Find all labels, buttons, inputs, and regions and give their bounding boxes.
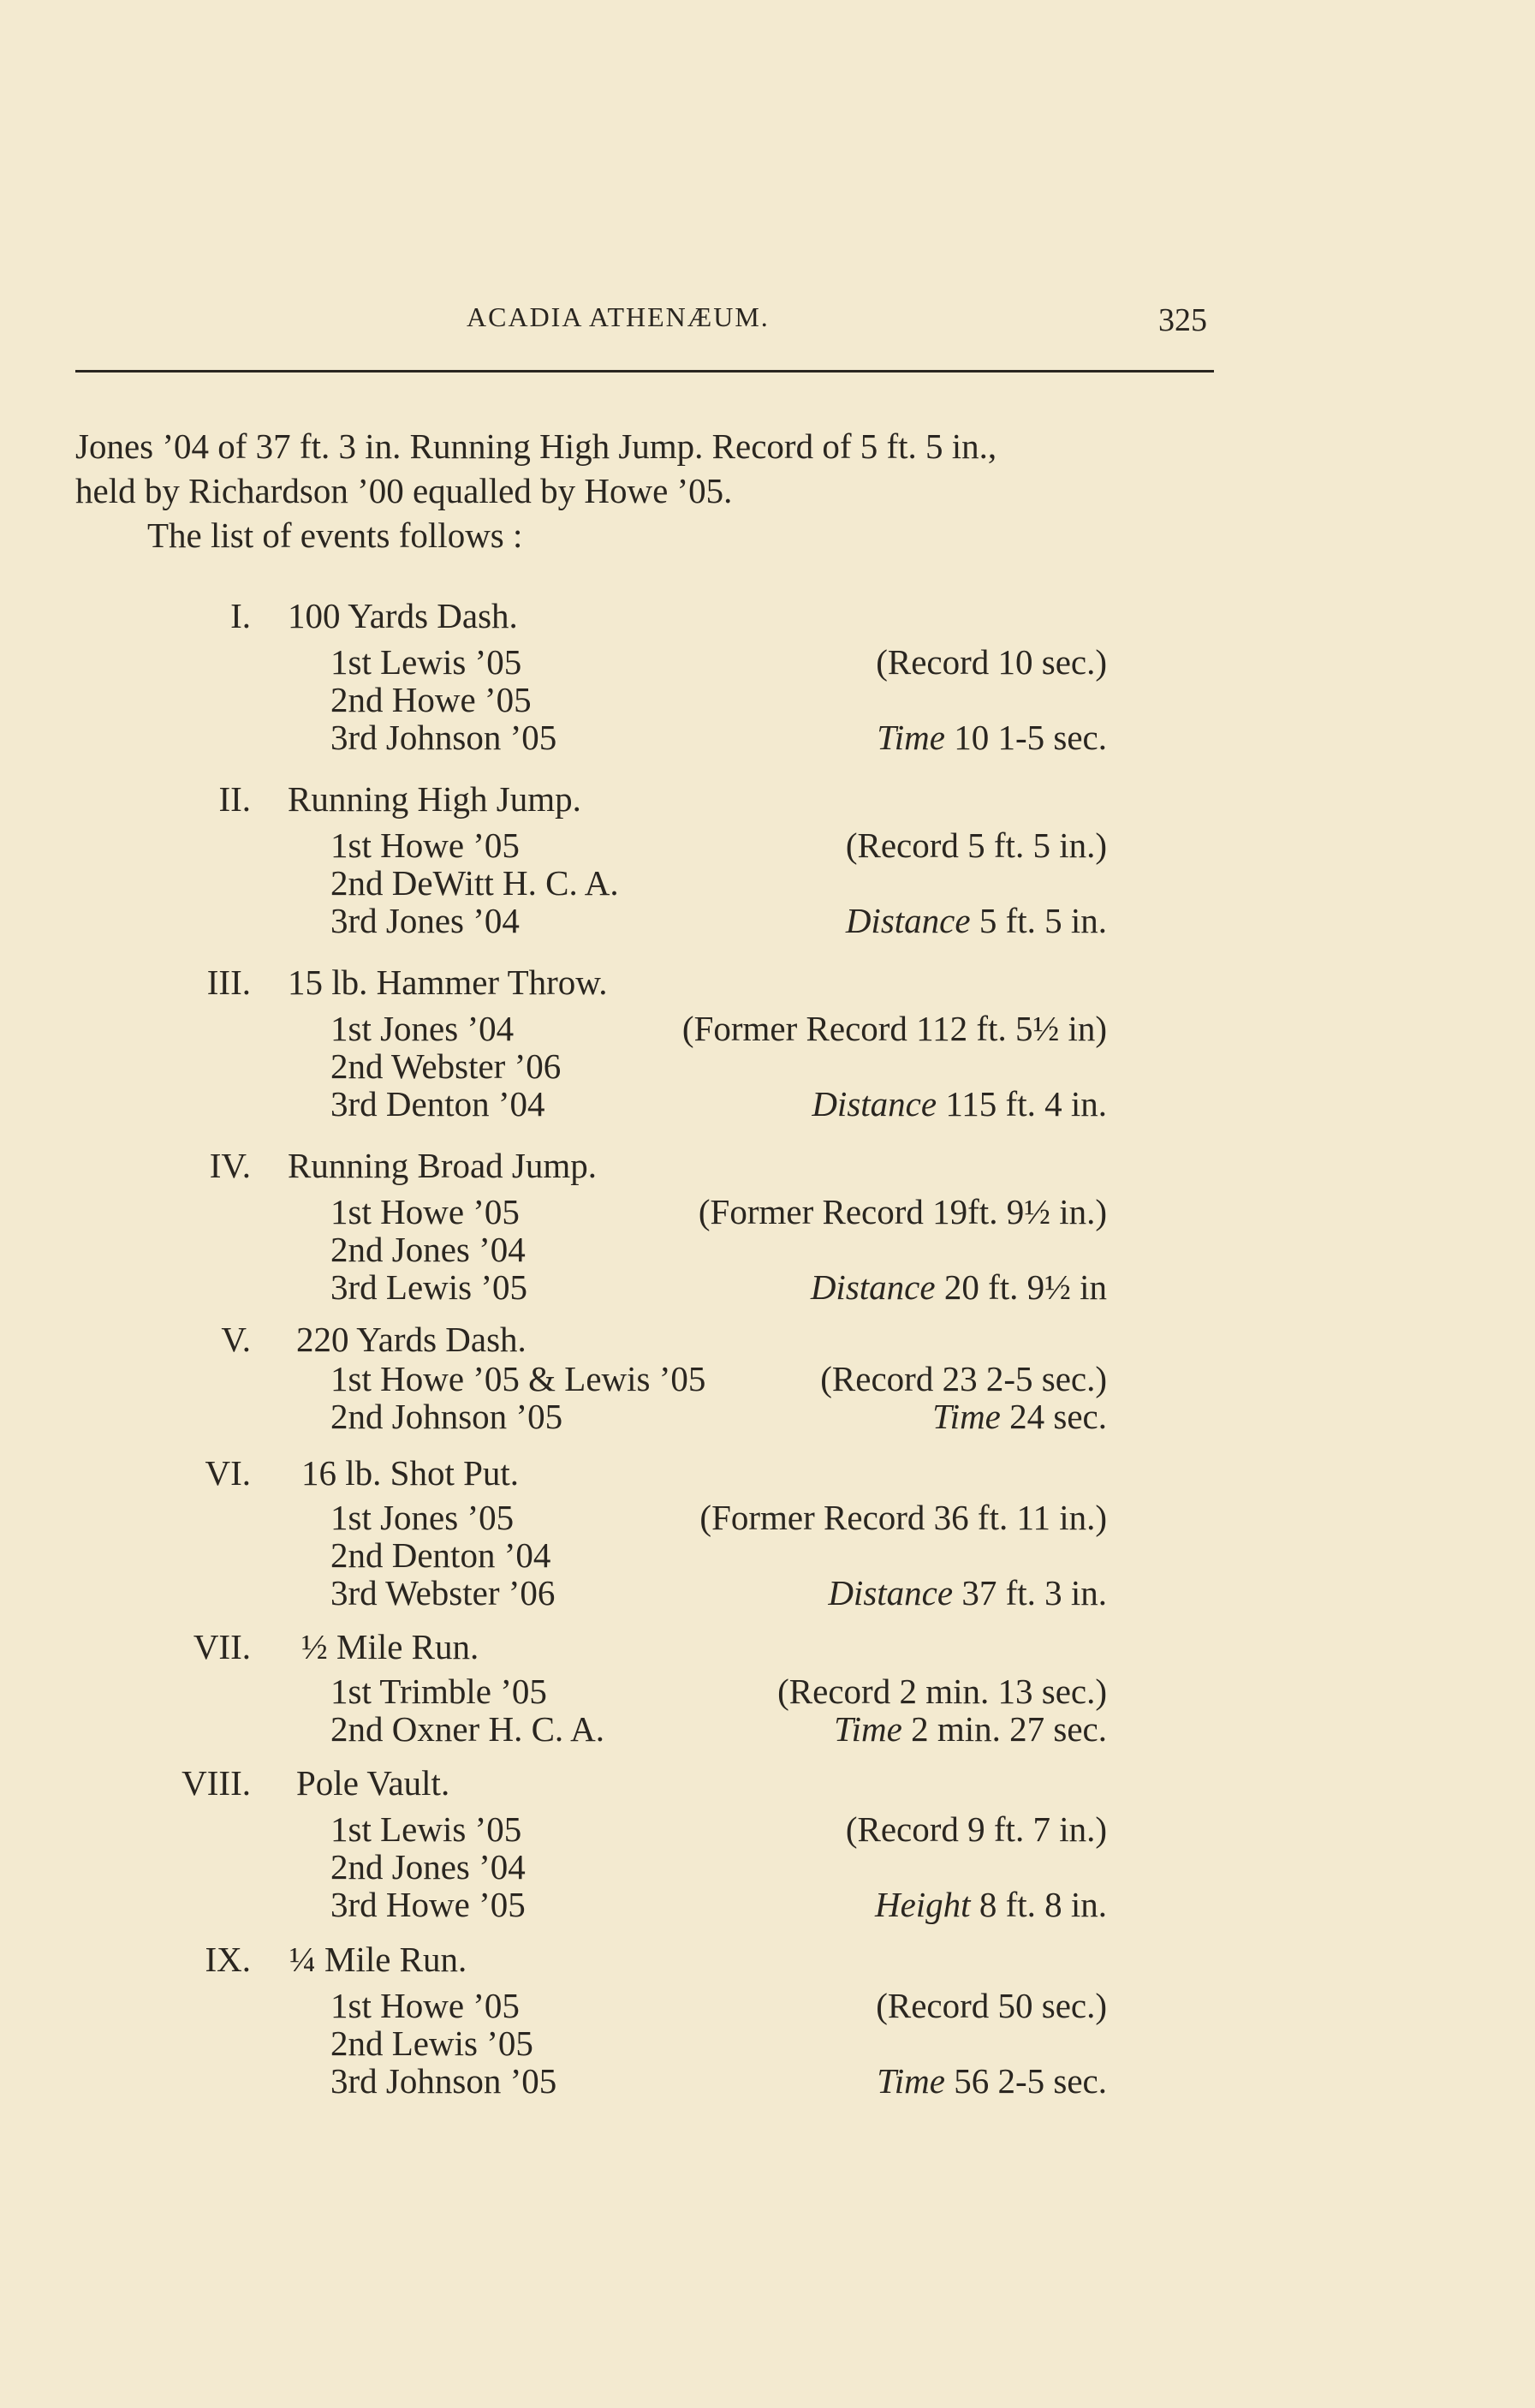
place-entry: 1st Lewis ’05	[330, 642, 522, 682]
place-entry: 3rd Denton ’04	[330, 1084, 545, 1124]
intro-line: The list of events follows :	[147, 516, 523, 555]
place-entry: 3rd Johnson ’05	[330, 718, 557, 757]
place-entry: 1st Trimble ’05	[330, 1672, 547, 1711]
result-label: Time	[834, 1709, 902, 1749]
event-number: IX.	[205, 1940, 251, 1979]
place-entry: 1st Howe ’05	[330, 1192, 520, 1231]
event-name: Running Broad Jump.	[288, 1146, 598, 1185]
record-note: (Record 2 min. 13 sec.)	[777, 1672, 1107, 1711]
record-note: (Record 10 sec.)	[876, 642, 1107, 682]
journal-title: ACADIA ATHENÆUM.	[467, 301, 770, 332]
event-number: VII.	[193, 1627, 251, 1666]
result-note	[877, 2062, 1107, 2100]
place-entry: 1st Lewis ’05	[330, 1809, 522, 1849]
result-value: 20 ft. 9½ in	[943, 1267, 1107, 1307]
record-note: (Former Record 112 ft. 5½ in)	[681, 1009, 1107, 1048]
place-entry: 3rd Johnson ’05	[330, 2061, 557, 2101]
place-entry: 2nd Oxner H. C. A.	[330, 1709, 605, 1749]
place-entry: 2nd Lewis ’05	[330, 2024, 533, 2063]
page-number: 325	[1158, 302, 1207, 338]
result-value: 115 ft. 4 in.	[945, 1084, 1107, 1124]
event-number: VI.	[205, 1453, 251, 1493]
record-note: (Record 5 ft. 5 in.)	[845, 826, 1107, 865]
result-note	[932, 1398, 1107, 1435]
result-note	[875, 1886, 1107, 1923]
place-entry: 2nd Jones ’04	[330, 1230, 526, 1269]
event-name: ½ Mile Run.	[301, 1627, 479, 1666]
result-note	[877, 718, 1107, 756]
result-value: 56 2-5 sec.	[954, 2061, 1107, 2101]
event-number: VIII.	[181, 1763, 251, 1803]
place-entry: 2nd DeWitt H. C. A.	[330, 863, 619, 903]
intro-paragraph	[75, 424, 1240, 557]
event-number: II.	[218, 779, 251, 819]
event-name: ¼ Mile Run.	[289, 1940, 467, 1979]
intro-line: held by Richardson ’00 equalled by Howe ’05.	[75, 471, 733, 510]
event-name: 220 Yards Dash.	[296, 1320, 527, 1359]
event-name: 100 Yards Dash.	[288, 596, 518, 635]
event-name: 16 lb. Shot Put.	[301, 1453, 520, 1493]
result-value: 2 min. 27 sec.	[911, 1709, 1107, 1749]
result-label: Distance	[810, 1267, 936, 1307]
event-number: III.	[206, 963, 251, 1002]
result-label: Height	[874, 1885, 971, 1924]
record-note: (Former Record 36 ft. 11 in.)	[699, 1498, 1107, 1537]
place-entry: 1st Howe ’05 & Lewis ’05	[330, 1359, 706, 1398]
place-entry: 2nd Denton ’04	[330, 1535, 551, 1575]
result-label: Distance	[828, 1573, 954, 1612]
record-note: (Record 50 sec.)	[876, 1986, 1107, 2025]
place-entry: 2nd Webster ’06	[330, 1046, 562, 1086]
place-entry: 1st Howe ’05	[330, 826, 520, 865]
record-note: (Record 23 2-5 sec.)	[820, 1359, 1107, 1398]
result-value: 8 ft. 8 in.	[979, 1885, 1107, 1924]
result-note	[828, 1574, 1107, 1612]
place-entry: 2nd Johnson ’05	[330, 1397, 563, 1436]
result-value: 10 1-5 sec.	[954, 718, 1107, 757]
result-label: Time	[877, 718, 945, 757]
place-entry: 1st Jones ’04	[330, 1009, 515, 1048]
place-entry: 2nd Jones ’04	[330, 1847, 526, 1886]
place-entry: 1st Howe ’05	[330, 1986, 520, 2025]
running-head	[0, 301, 1535, 344]
result-label: Distance	[845, 901, 971, 940]
record-note: (Former Record 19ft. 9½ in.)	[698, 1192, 1107, 1231]
event-name: Pole Vault.	[296, 1763, 450, 1803]
event-number: I.	[230, 596, 251, 635]
result-note	[812, 1085, 1107, 1123]
place-entry: 3rd Webster ’06	[330, 1573, 556, 1612]
place-entry: 1st Jones ’05	[330, 1498, 515, 1537]
result-note	[834, 1710, 1107, 1748]
event-number: IV.	[209, 1146, 251, 1185]
event-name: 15 lb. Hammer Throw.	[288, 963, 608, 1002]
place-entry: 3rd Howe ’05	[330, 1885, 526, 1924]
result-note	[846, 902, 1107, 939]
result-label: Time	[877, 2061, 945, 2101]
result-value: 5 ft. 5 in.	[979, 901, 1107, 940]
result-note	[811, 1268, 1107, 1306]
result-value: 37 ft. 3 in.	[961, 1573, 1107, 1612]
event-number: V.	[221, 1320, 251, 1359]
event-name: Running High Jump.	[288, 779, 581, 819]
place-entry: 3rd Jones ’04	[330, 901, 520, 940]
intro-line: Jones ’04 of 37 ft. 3 in. Running High Jump. Record of 5 ft. 5 in.,	[75, 426, 997, 466]
result-value: 24 sec.	[1009, 1397, 1107, 1436]
record-note: (Record 9 ft. 7 in.)	[845, 1809, 1107, 1849]
result-label: Time	[932, 1397, 1001, 1436]
place-entry: 3rd Lewis ’05	[330, 1267, 528, 1307]
result-label: Distance	[812, 1084, 937, 1124]
place-entry: 2nd Howe ’05	[330, 680, 532, 719]
header-rule	[75, 370, 1214, 373]
